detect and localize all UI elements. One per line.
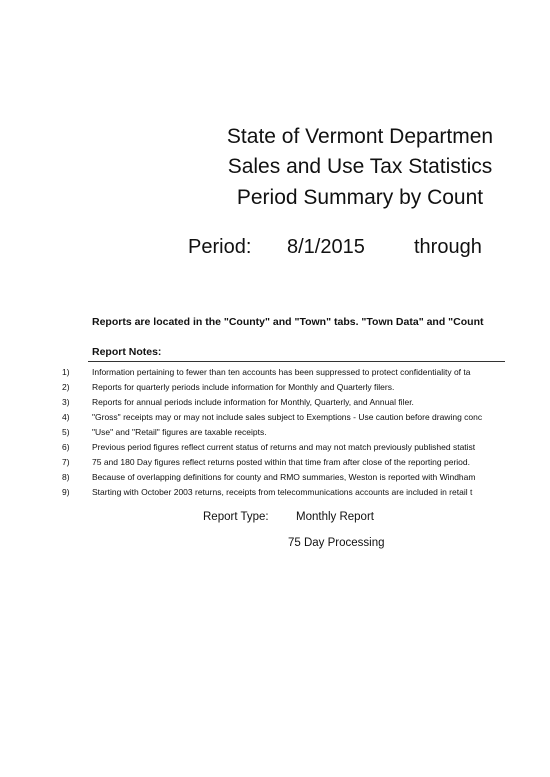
note-text: "Gross" receipts may or may not include sales subject to Exemptions - Use caution before drawing conc xyxy=(92,412,483,422)
note-number: 4) xyxy=(62,412,70,422)
note-number: 8) xyxy=(62,472,70,482)
note-number: 3) xyxy=(62,397,70,407)
note-text: Reports for quarterly periods include information for Monthly and Quarterly filers. xyxy=(92,382,395,392)
note-text: Previous period figures reflect current status of returns and may not match previously published statist xyxy=(92,442,476,452)
note-text: Because of overlapping definitions for county and RMO summaries, Weston is reported with Windham xyxy=(92,472,476,482)
note-text: 75 and 180 Day figures reflect returns posted within that time fram after close of the reporting period. xyxy=(92,457,470,467)
note-row xyxy=(0,439,505,455)
note-number: 9) xyxy=(62,487,70,497)
note-number: 5) xyxy=(62,427,70,437)
report-type-value: Monthly Report xyxy=(296,511,374,523)
note-number: 7) xyxy=(62,457,70,467)
note-row xyxy=(0,424,505,440)
note-number: 1) xyxy=(62,367,70,377)
reports-location-note: Reports are located in the "County" and "Town" tabs. "Town Data" and "Count xyxy=(92,316,484,328)
note-number: 2) xyxy=(62,382,70,392)
title-department: State of Vermont Departmen xyxy=(226,125,494,148)
note-row xyxy=(0,409,505,425)
note-text: "Use" and "Retail" figures are taxable receipts. xyxy=(92,427,267,437)
note-row xyxy=(0,364,505,380)
note-row xyxy=(0,379,505,395)
period-label: Period: xyxy=(188,236,252,258)
note-text: Reports for annual periods include information for Monthly, Quarterly, and Annual filer. xyxy=(92,397,414,407)
note-row xyxy=(0,394,505,410)
notes-divider xyxy=(88,361,505,362)
note-row xyxy=(0,484,505,500)
period-start-date: 8/1/2015 xyxy=(287,236,365,258)
note-number: 6) xyxy=(62,442,70,452)
period-through-label: through xyxy=(414,236,482,258)
note-text: Starting with October 2003 returns, receipts from telecommunications accounts are included in retail t xyxy=(92,487,473,497)
report-notes-heading: Report Notes: xyxy=(92,346,162,358)
note-row xyxy=(0,454,505,470)
note-text: Information pertaining to fewer than ten accounts has been suppressed to protect confidentiality of ta xyxy=(92,367,471,377)
title-statistics: Sales and Use Tax Statistics xyxy=(227,155,493,178)
processing-window: 75 Day Processing xyxy=(288,537,385,549)
report-type-label: Report Type: xyxy=(203,511,269,523)
title-summary: Period Summary by Count xyxy=(236,186,484,209)
note-row xyxy=(0,469,505,485)
